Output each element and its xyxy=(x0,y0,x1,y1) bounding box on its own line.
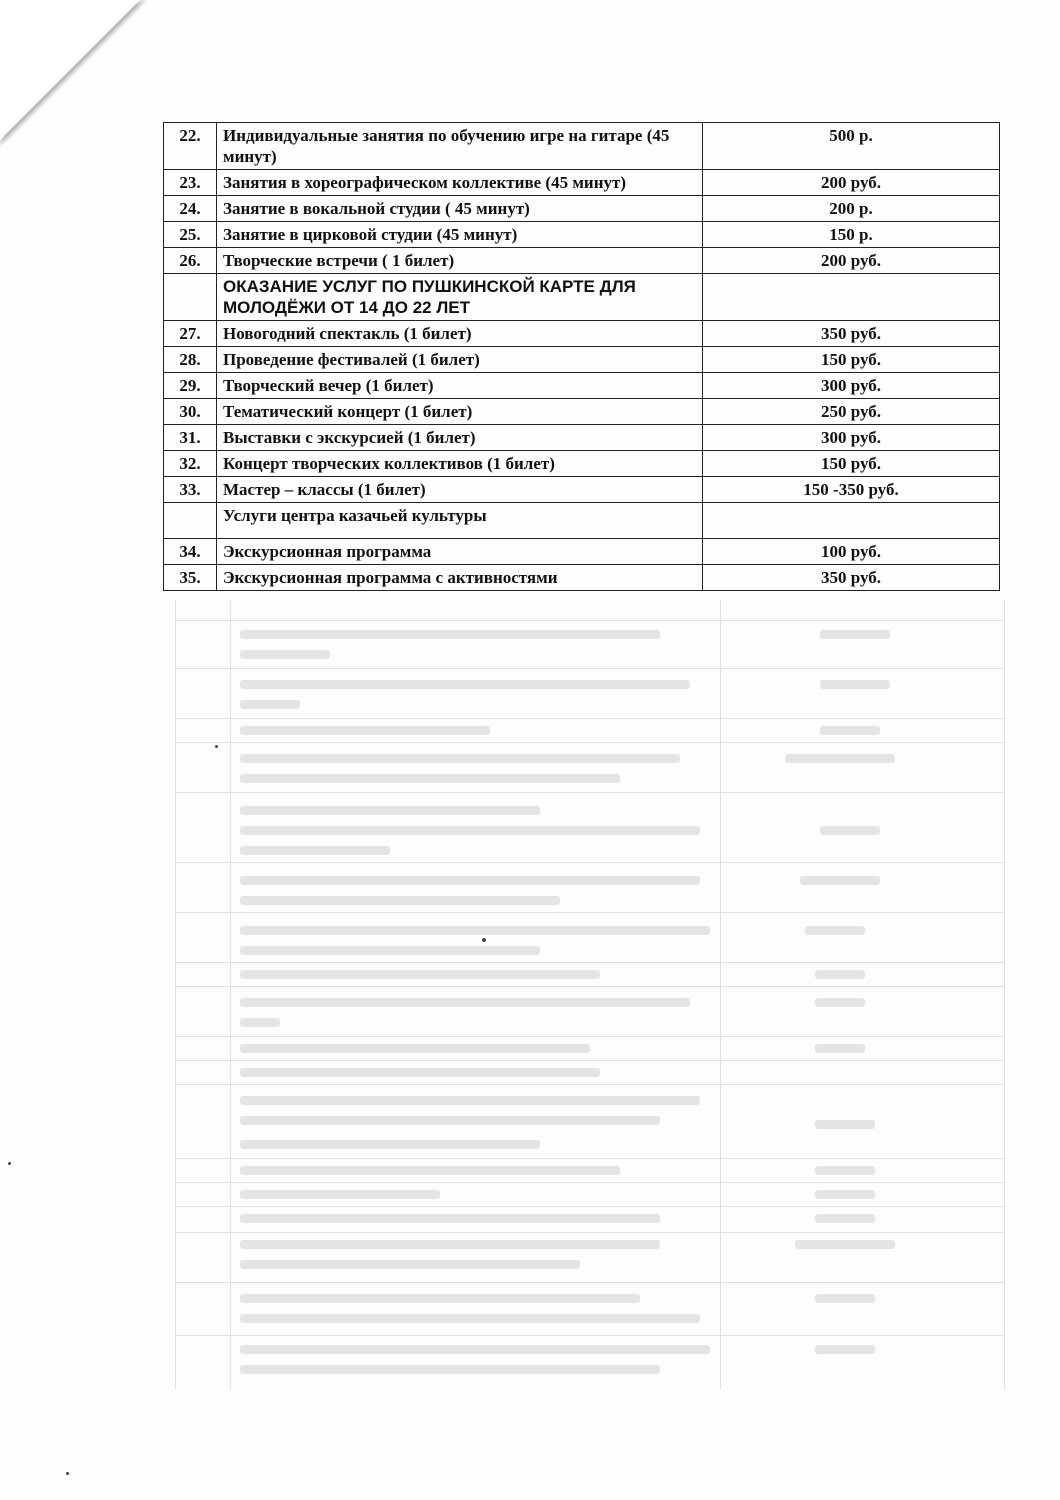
service-price: 150 руб. xyxy=(703,347,1000,373)
service-price: 150 р. xyxy=(703,222,1000,248)
table-row xyxy=(164,539,1000,565)
table-row xyxy=(164,347,1000,373)
table-row xyxy=(164,248,1000,274)
table-row xyxy=(164,425,1000,451)
row-number: 34. xyxy=(164,539,217,565)
service-price: 100 руб. xyxy=(703,539,1000,565)
row-number: 23. xyxy=(164,170,217,196)
service-name: Концерт творческих коллективов (1 билет) xyxy=(217,451,703,477)
row-number: 35. xyxy=(164,565,217,591)
row-number: 33. xyxy=(164,477,217,503)
service-price xyxy=(703,274,1000,321)
row-number: 24. xyxy=(164,196,217,222)
service-name: Занятие в цирковой студии (45 минут) xyxy=(217,222,703,248)
service-price: 200 р. xyxy=(703,196,1000,222)
service-name: Творческие встречи ( 1 билет) xyxy=(217,248,703,274)
table-row xyxy=(164,399,1000,425)
row-number xyxy=(164,503,217,539)
service-name: Новогодний спектакль (1 билет) xyxy=(217,321,703,347)
row-number xyxy=(164,274,217,321)
service-name: Экскурсионная программа xyxy=(217,539,703,565)
service-price: 350 руб. xyxy=(703,321,1000,347)
row-number: 26. xyxy=(164,248,217,274)
service-price: 200 руб. xyxy=(703,170,1000,196)
table-row xyxy=(164,123,1000,170)
table-row xyxy=(164,170,1000,196)
service-name: Индивидуальные занятия по обучению игре на гитаре (45 минут) xyxy=(217,123,703,170)
paper-speck xyxy=(482,938,486,942)
service-name: Выставки с экскурсией (1 билет) xyxy=(217,425,703,451)
table-row xyxy=(164,321,1000,347)
service-price: 300 руб. xyxy=(703,373,1000,399)
table-row xyxy=(164,477,1000,503)
folded-corner xyxy=(0,0,140,140)
service-price: 350 руб. xyxy=(703,565,1000,591)
row-number: 22. xyxy=(164,123,217,170)
table-row xyxy=(164,451,1000,477)
reverse-side-bleed xyxy=(175,600,1005,1390)
service-name: Проведение фестивалей (1 билет) xyxy=(217,347,703,373)
table-row xyxy=(164,565,1000,591)
section-header-pushkin xyxy=(164,274,1000,321)
table-row xyxy=(164,373,1000,399)
row-number: 27. xyxy=(164,321,217,347)
paper-speck xyxy=(66,1472,69,1475)
paper-speck xyxy=(8,1162,11,1165)
section-title: Услуги центра казачьей культуры xyxy=(217,503,703,539)
service-name: Мастер – классы (1 билет) xyxy=(217,477,703,503)
paper-speck xyxy=(215,745,218,748)
service-price: 250 руб. xyxy=(703,399,1000,425)
service-price: 500 р. xyxy=(703,123,1000,170)
row-number: 29. xyxy=(164,373,217,399)
service-price: 300 руб. xyxy=(703,425,1000,451)
section-header-cossack xyxy=(164,503,1000,539)
service-name: Тематический концерт (1 билет) xyxy=(217,399,703,425)
service-name: Занятие в вокальной студии ( 45 минут) xyxy=(217,196,703,222)
service-price: 150 руб. xyxy=(703,451,1000,477)
service-name: Занятия в хореографическом коллективе (45 минут) xyxy=(217,170,703,196)
table-row xyxy=(164,222,1000,248)
row-number: 25. xyxy=(164,222,217,248)
service-name: Экскурсионная программа с активностями xyxy=(217,565,703,591)
service-name: Творческий вечер (1 билет) xyxy=(217,373,703,399)
section-title: ОКАЗАНИЕ УСЛУГ ПО ПУШКИНСКОЙ КАРТЕ ДЛЯ МОЛОДЁЖИ ОТ 14 ДО 22 ЛЕТ xyxy=(217,274,703,321)
services-price-table xyxy=(163,122,1000,591)
row-number: 28. xyxy=(164,347,217,373)
table-row xyxy=(164,196,1000,222)
service-price xyxy=(703,503,1000,539)
service-price: 200 руб. xyxy=(703,248,1000,274)
row-number: 31. xyxy=(164,425,217,451)
service-price: 150 -350 руб. xyxy=(703,477,1000,503)
row-number: 32. xyxy=(164,451,217,477)
row-number: 30. xyxy=(164,399,217,425)
